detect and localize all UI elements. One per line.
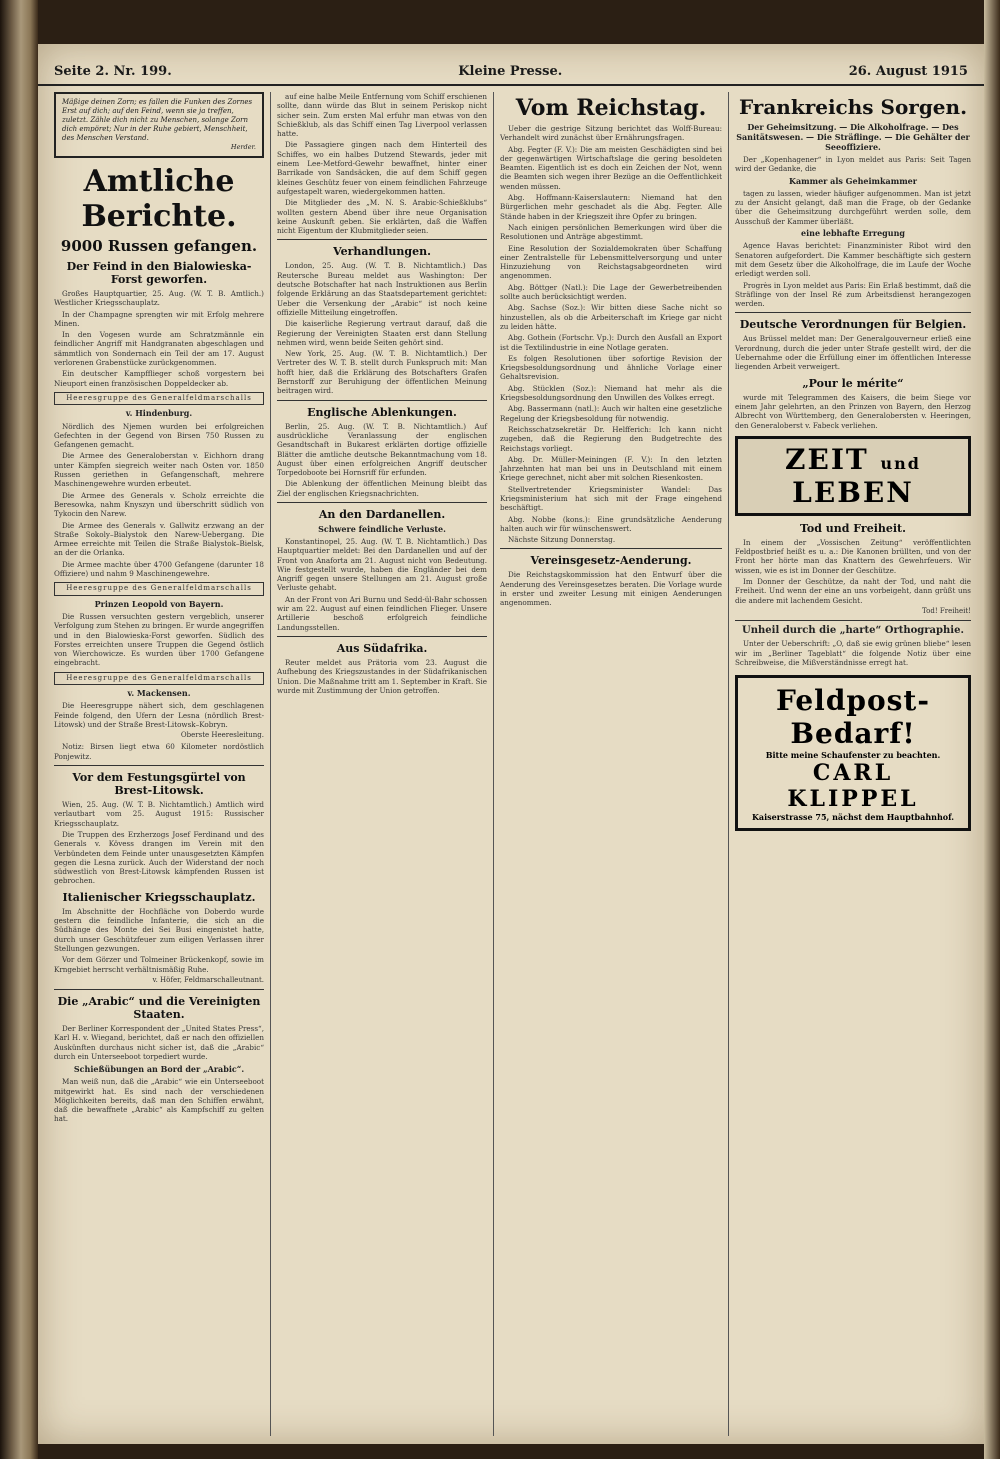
- paragraph: In der Champagne sprengten wir mit Erfolg mehrere Minen.: [54, 309, 264, 328]
- paragraph: wurde mit Telegrammen des Kaisers, die beim Siege vor einem Jahr gelehrten, an den Prinzen von Bayern, den Herzog Albrecht von Württemberg, den Generalobersten v. Heeringen, den Generaloberst v. Fabeck verliehen.: [735, 392, 971, 430]
- zeit-und-leben-banner: [735, 436, 971, 516]
- paragraph: Die Armee des Generals v. Gallwitz erzwang an der Straße Sokoly–Bialystok den Narew-Uebergang. Die Armee erreichte mit Teilen die Straße Bialystok–Bielsk, an der die Orlanka.: [54, 520, 264, 558]
- banner-word: und: [880, 453, 921, 473]
- signature: Tod! Freiheit!: [922, 606, 971, 615]
- paragraph: Wien, 25. Aug. (W. T. B. Nichtamtlich.) Amtlich wird verlautbart vom 25. August 1915: Russischer Kriegsschauplatz.: [54, 800, 264, 828]
- article-body: [735, 538, 971, 616]
- signature: v. Höfer, Feldmarschalleutnant.: [152, 975, 264, 984]
- paragraph: Reichsschatzsekretär Dr. Helfferich: Ich kann nicht zugeben, daß die Regierung den Budgetrechte des Reichstags vorliegt.: [500, 424, 722, 453]
- paragraph: Die Mitglieder des „M. N. S. Arabic-Schießklubs“ wollten gestern Abend über ihre neue Organisation keine Auskunft geben. Sie erklärten, daß die Waffen nicht Eigentum der Klubmitglieder seien.: [277, 198, 487, 236]
- page-edge: [984, 0, 1000, 1459]
- paragraph: Abg. Nobbe (kons.): Eine grundsätzliche Aenderung halten auch wir für wünschenswert.: [500, 514, 722, 533]
- headline-amtliche-berichte: Amtliche Berichte.: [81, 164, 237, 234]
- divider: [277, 400, 487, 401]
- headline-reichstag: Vom Reichstag.: [515, 95, 707, 121]
- headline-schiessuebungen: Schießübungen an Bord der „Arabic“.: [73, 1064, 245, 1075]
- paragraph: Die Passagiere gingen nach dem Hinterteil des Schiffes, wo ein halbes Dutzend Stewards, jeder mit einem Lee-Metford-Gewehr bewaffnet, hinter einer Barrikade von Sandsäcken, die auf dem Schiff gegen kleines Geschütz feuer von einem feindlichen Fahrzeuge aufgestapelt waren, wiedergekommen hatten.: [277, 140, 487, 196]
- paragraph: Großes Hauptquartier, 25. Aug. (W. T. B. Amtlich.) Westlicher Kriegsschauplatz.: [54, 289, 264, 308]
- article-body: [54, 1024, 264, 1061]
- ad-address: Kaiserstrasse 75, nächst dem Hauptbahnhof.: [751, 812, 955, 823]
- paragraph: Vor dem Görzer und Tolmeiner Brückenkopf, sowie im Krngebiet herrscht verhältnismäßig Ruhe.: [54, 955, 264, 974]
- divider: [277, 239, 487, 240]
- paragraph: Abg. Dr. Müller-Meiningen (F. V.): In den letzten Jahrzehnten hat man bei uns in Deutschland mit einem Kriege gerechnet, nicht aber mit solchen Riesenkosten.: [500, 454, 722, 483]
- quote-author: Herder.: [230, 143, 256, 151]
- commander-name: v. Mackensen.: [127, 687, 191, 698]
- headline-verhandlungen: Verhandlungen.: [333, 245, 431, 259]
- paragraph: Die Armee des Generals v. Scholz erreichte die Beresowka, nahm Knyszyn und überschritt südlich von Tykocin den Narew.: [54, 490, 264, 519]
- paragraph: Der „Kopenhagener“ in Lyon meldet aus Paris: Seit Tagen wird der Gedanke, die: [735, 155, 971, 174]
- header-date: 26. August 1915: [848, 63, 968, 79]
- article-body: [500, 570, 722, 607]
- headline-arabic: Die „Arabic“ und die Vereinigten Staaten.: [57, 995, 261, 1022]
- paragraph: Stellvertretender Kriegsminister Wandel: Das Kriegsministerium hat sich mit der Frage eingehend beschäftigt.: [500, 484, 722, 513]
- headline-dardanellen: An den Dardanellen.: [318, 507, 446, 521]
- paragraph: Die kaiserliche Regierung vertraut darauf, daß die Regierung der Vereinigten Staaten erst dann Stellung nehmen wird, wenn beide Seiten gehört sind.: [277, 319, 487, 347]
- headline-tod-und-freiheit: Tod und Freiheit.: [800, 521, 906, 535]
- divider: [735, 312, 971, 313]
- inline-heading: Kammer als Geheimkammer: [789, 175, 917, 186]
- banner-word: ZEIT: [785, 442, 869, 476]
- book-binding: [0, 0, 38, 1459]
- paragraph: Abg. Fegter (F. V.): Die am meisten Geschädigten sind bei der gegenwärtigen Wirtschaftslage die gering besoldeten Beamten. Eigentlich ist es doch ein Zeichen der Not, wenn die Beamten sich wegen ihrer Bezüge an die Oeffentlichkeit wenden müssen.: [500, 144, 722, 191]
- column-4: [729, 92, 977, 1436]
- headline-vereinsgesetz: Vereinsgesetz-Aenderung.: [530, 554, 692, 568]
- army-group-label: Heeresgruppe des Generalfeldmarschalls: [54, 582, 264, 595]
- paragraph: Die Armee machte über 4700 Gefangene (darunter 18 Offiziere) und nahm 9 Maschinengewehre.: [54, 559, 264, 579]
- paragraph: London, 25. Aug. (W. T. B. Nichtamtlich.) Das Reutersche Bureau meldet aus Washington: Der deutsche Botschafter hat nach Instruktionen aus Berlin folgende Erklärung an das Staatsdepartement gerichtet: Ueber die Versenkung der „Arabic“ ist noch keine offizielle Mitteilung eingetroffen.: [277, 261, 487, 317]
- paragraph: tagen zu lassen, wieder häufiger aufgenommen. Man ist jetzt zu der Ansicht gelangt, daß man die Frage, ob der Gedanke über die Geheimsitzung durchgeführt werden solle, dem Ausschuß der Kammer überläßt.: [735, 188, 971, 226]
- ad-title: Feldpost-Bedarf!: [776, 684, 930, 751]
- paragraph: Der Berliner Korrespondent der „United States Press“, Karl H. v. Wiegand, berichtet, daß er nach den offiziellen Auskünften durchaus nicht sicher ist, daß die „Arabic“ durch ein Unterseeboot torpediert wurde.: [54, 1024, 264, 1061]
- article-body: [735, 393, 971, 430]
- paragraph: Nächste Sitzung Donnerstag.: [508, 535, 616, 545]
- paragraph: Ein deutscher Kampfflieger schoß vorgestern bei Nieuport einen französischen Doppeldecker ab.: [54, 369, 264, 388]
- column-2: [271, 92, 494, 1436]
- paragraph: Aus Brüssel meldet man: Der Generalgouverneur erließ eine Verordnung, durch die jeder unter Strafe gestellt wird, der die Uebernahme oder die Erfüllung einer im öffentlichen Interesse liegenden Arbeit verweigert.: [735, 334, 971, 372]
- page-header: [38, 58, 984, 86]
- paragraph: Abg. Bassermann (natl.): Auch wir halten eine gesetzliche Regelung der Kriegsbesoldung für notwendig.: [500, 404, 722, 423]
- paragraph: auf eine halbe Meile Entfernung vom Schiff erschienen sollte, dann würde das Blut in seinem Periskop nicht sicher sein. Zum ersten Mal erfuhr man etwas von den Schießklub, als das Schiff einen Tag Liverpool verlassen hatte.: [277, 92, 487, 139]
- article-body: [54, 289, 264, 761]
- subheadline-russen: 9000 Russen gefangen.: [60, 237, 258, 255]
- paragraph: Abg. Hoffmann-Kaiserslautern: Niemand hat den Bürgerlichen mehr geschadet als die Abg. Fegter. Alle Stände haben in der Kriegszeit ihre Opfer zu bringen.: [500, 193, 722, 221]
- paragraph: Die Reichstagskommission hat den Entwurf über die Aenderung des Vereinsgesetzes beraten. Die Vorlage wurde in erster und zweiter Lesung mit einigen Aenderungen angenommen.: [500, 570, 722, 608]
- army-group-label: Heeresgruppe des Generalfeldmarschalls: [54, 672, 264, 685]
- divider: [277, 502, 487, 503]
- article-body: [54, 800, 264, 886]
- banner-word: LEBEN: [792, 475, 914, 509]
- paragraph: Die Ablenkung der öffentlichen Meinung bleibt das Ziel der englischen Kriegsnachrichten.: [277, 479, 487, 498]
- inline-heading: eine lebhafte Erregung: [801, 228, 905, 239]
- paragraph: An der Front von Ari Burnu und Sedd-ül-Bahr schossen wir am 22. August auf einen feindlichen Flieger. Unsere Artillerie beschoß erfolgreich feindliche Landungsstellen.: [277, 594, 487, 632]
- article-body: [277, 537, 487, 632]
- article-body: [277, 92, 487, 235]
- paragraph: Abg. Stücklen (Soz.): Niemand hat mehr als die Kriegsbesoldungsordnung den Unwillen des Volkes erregt.: [500, 383, 722, 403]
- paragraph: Es folgen Resolutionen über sofortige Revision der Kriegsbesoldungsordnung und ähnliche Vorlage einer Gehaltsrevision.: [500, 353, 722, 382]
- paragraph: Agence Havas berichtet: Finanzminister Ribot wird den Senatoren aufgefordert. Die Kammer beschäftigte sich gestern mit dem Gesetz über die Alkoholfrage, die im Laufe der Woche erledigt werden soll.: [735, 241, 971, 279]
- note: Notiz: Birsen liegt etwa 60 Kilometer nordöstlich Ponjewitz.: [54, 742, 264, 761]
- paragraph: In einem der „Vossischen Zeitung“ veröffentlichten Feldpostbrief heißt es u. a.: Die Kanonen brüllten, und von der Front her hörte man das Knattern des Gewehrfeuers. Wir wissen, wie es ist im Donner der Geschütze.: [735, 537, 971, 575]
- headline-pour-le-merite: „Pour le mérite“: [802, 376, 904, 390]
- article-body: [54, 907, 264, 985]
- divider: [54, 989, 264, 990]
- commander-name: Prinzen Leopold von Bayern.: [94, 598, 224, 609]
- article-body: [500, 124, 722, 544]
- quote-text: Mäßige deinen Zorn; es fallen die Funken des Zornes Erst auf dich; auf den Feind, wenn sie ja treffen, zuletzt. Zähle dich nicht zu Menschen, solange Zorn dich empöret; Nur in der Ruhe gebiert, Menschheit, des Menschen Verstand.: [62, 98, 253, 142]
- article-body: [54, 1077, 264, 1123]
- paragraph: Eine Resolution der Sozialdemokraten über Schaffung einer Zentralstelle für Lebensmittelversorgung und unter Hinzuziehung von Reichstagsabgeordneten wird angenommen.: [500, 243, 722, 281]
- divider: [54, 765, 264, 766]
- columns: [48, 92, 984, 1436]
- column-3: [494, 92, 729, 1436]
- headline-frankreichs-sorgen: Frankreichs Sorgen.: [738, 95, 968, 119]
- header-newspaper-name: Kleine Presse.: [458, 63, 563, 79]
- paragraph: Ueber die gestrige Sitzung berichtet das Wolff-Bureau: Verhandelt wird zunächst über Ernährungsfragen.: [500, 124, 722, 143]
- article-body: [735, 334, 971, 371]
- headline-englische: Englische Ablenkungen.: [307, 405, 457, 419]
- quote-box: [54, 92, 264, 158]
- paragraph: Die Heeresgruppe nähert sich, dem geschlagenen Feinde folgend, den Ufern der Lesna (nördlich Brest-Litowsk) und der Straße Brest-Litowsk–Kobryn.: [54, 701, 264, 729]
- paragraph: Nach einigen persönlichen Bemerkungen wird über die Resolutionen und Anträge abgestimmt.: [500, 222, 722, 242]
- article-body: [277, 422, 487, 498]
- paragraph: In den Vogesen wurde am Schratzmännle ein feindlicher Angriff mit Handgranaten abgeschlagen und sämmtlich von Sondernach ein Teil der am 17. August verlorenen Grabenstücke zurückgenommen.: [54, 330, 264, 368]
- paragraph: Konstantinopel, 25. Aug. (W. T. B. Nichtamtlich.) Das Hauptquartier meldet: Bei den Dardanellen und auf der Front von Anaforta am 21. August nicht von Bedeutung. Wie festgestellt wurde, haben die Engländer bei dem Angriff gegen unsere Stellungen am 21. August große Verluste gehabt.: [277, 536, 487, 593]
- subheadline-frankreich: Der Geheimsitzung. — Die Alkoholfrage. — Des Sanitätswesen. — Die Sträflinge. — Die Gehälter der Seeoffiziere.: [736, 122, 970, 152]
- divider: [735, 620, 971, 621]
- paragraph: Die Truppen des Erzherzogs Josef Ferdinand und des Generals v. Kövess drangen im Verein mit den Verbündeten dem Feinde unter unausgesetzten Kämpfen gegen die Lesna zurück. Auch der Widerstand der noch südwestlich von Brest-Litowsk kämpfenden Russen ist gebrochen.: [54, 829, 264, 886]
- paragraph: Abg. Sachse (Soz.): Wir bitten diese Sache nicht so hinzustellen, als ob die Arbeiterschaft im Kriege gar nicht zu leiden hätte.: [500, 303, 722, 331]
- paragraph: Im Donner der Geschütze, da naht der Tod, und naht die Freiheit. Und wenn der eine an uns vorbeigeht, dann grüßt uns die andere mit lachendem Gesicht.: [735, 577, 971, 605]
- paragraph: Die Russen versuchten gestern vergeblich, unserer Verfolgung zum Stehen zu bringen. Er wurde angegriffen und in den Bialowieska-Forst geworfen. Südlich des Forstes erreichten unsere Truppen die Gegend östlich von Wierchowicze. Es wurden über 1700 Gefangene eingebracht.: [54, 611, 264, 668]
- advertisement: [735, 675, 971, 831]
- army-group-label: Heeresgruppe des Generalfeldmarschalls: [54, 392, 264, 405]
- newspaper-page: [38, 44, 984, 1444]
- divider: [277, 636, 487, 637]
- paragraph: Die Armee des Generaloberstan v. Eichhorn drang unter Kämpfen siegreich weiter nach Osten vor. 1850 Russen geriethen in Gefangenschaft, mehrere Maschinengewehre wurden erbeutet.: [54, 451, 264, 489]
- ad-company-name: CARL KLIPPEL: [787, 760, 919, 813]
- article-body: [735, 155, 971, 308]
- paragraph: Progrès in Lyon meldet aus Paris: Ein Erlaß bestimmt, daß die Sträflinge von der Insel Ré zum Arbeitsdienst herangezogen werden.: [735, 280, 971, 309]
- headline-suedafrika: Aus Südafrika.: [336, 641, 428, 655]
- paragraph: Nördlich des Njemen wurden bei erfolgreichen Gefechten in der Gegend von Birsen 750 Russen zu Gefangenen gemacht.: [54, 421, 264, 450]
- subheadline-forst: Der Feind in den Bialowieska-Forst geworfen.: [66, 260, 252, 286]
- article-body: [277, 658, 487, 695]
- headline-brest-litowsk: Vor dem Festungsgürtel von Brest-Litowsk.: [72, 771, 246, 798]
- subheadline-verluste: Schwere feindliche Verluste.: [318, 523, 446, 534]
- headline-belgien: Deutsche Verordnungen für Belgien.: [739, 318, 967, 332]
- divider: [500, 548, 722, 549]
- header-page-number: Seite 2. Nr. 199.: [54, 63, 172, 79]
- paragraph: Im Abschnitte der Hochfläche von Doberdo wurde gestern die feindliche Infanterie, die sich an die Südhänge des Monte dei Sei Busi eingenistet hatte, durch unser Geschützfeuer zum eiligen Verlassen ihrer Stellungen gezwungen.: [54, 906, 264, 953]
- article-body: [277, 261, 487, 395]
- article-body: [735, 639, 971, 667]
- ad-tagline: Bitte meine Schaufenster zu beachten.: [765, 750, 941, 761]
- paragraph: Unter der Ueberschrift: „O, daß sie ewig grünen bliebe“ lesen wir im „Berliner Tageblatt“ die folgende Notiz über eine Schreibweise, die Mißverständnisse erregt hat.: [735, 639, 971, 667]
- column-1: [48, 92, 271, 1436]
- paragraph: Reuter meldet aus Prätoria vom 23. August die Aufhebung des Kriegszustandes in der Südafrikanischen Union. Die Maßnahme tritt am 1. September in Kraft. Sie wurde mit Zustimmung der Union getroffen.: [277, 657, 487, 695]
- signature: Oberste Heeresleitung.: [180, 731, 264, 740]
- paragraph: Abg. Böttger (Natl.): Die Lage der Gewerbetreibenden sollte auch berücksichtigt werden.: [500, 282, 722, 302]
- paragraph: Abg. Gothein (Fortschr. Vp.): Durch den Ausfall an Export ist die Textilindustrie in eine Notlage geraten.: [500, 333, 722, 352]
- paragraph: Berlin, 25. Aug. (W. T. B. Nichtamtlich.) Auf ausdrückliche Veranlassung der englischen Gesandtschaft in Bukarest erklärten dortige offizielle Blätter die amtliche deutsche Bekanntmachung vom 18. August über einen erfolgreichen Angriff deutscher Torpedoboote bei Hornsriff für erfunden.: [277, 421, 487, 478]
- headline-orthographie: Unheil durch die „harte“ Orthographie.: [742, 625, 964, 637]
- commander-name: v. Hindenburg.: [125, 408, 193, 419]
- headline-italienischer: Italienischer Kriegsschauplatz.: [62, 890, 256, 904]
- paragraph: Man weiß nun, daß die „Arabic“ wie ein Unterseeboot mitgewirkt hat. Es sind nach der verschiedenen Möglichkeiten bereits, daß man den Schiffen erwähnt, daß die bewaffnete „Arabic“ als Kampfschiff zu gelten hat.: [54, 1077, 264, 1124]
- paragraph: New York, 25. Aug. (W. T. B. Nichtamtlich.) Der Vertreter des W. T. B. stellt durch Funkspruch mit: Man hofft hier, daß die Erklärung des Botschafters Grafen Bernstorff zur Beruhigung der öffentlichen Meinung beitragen wird.: [277, 349, 487, 396]
